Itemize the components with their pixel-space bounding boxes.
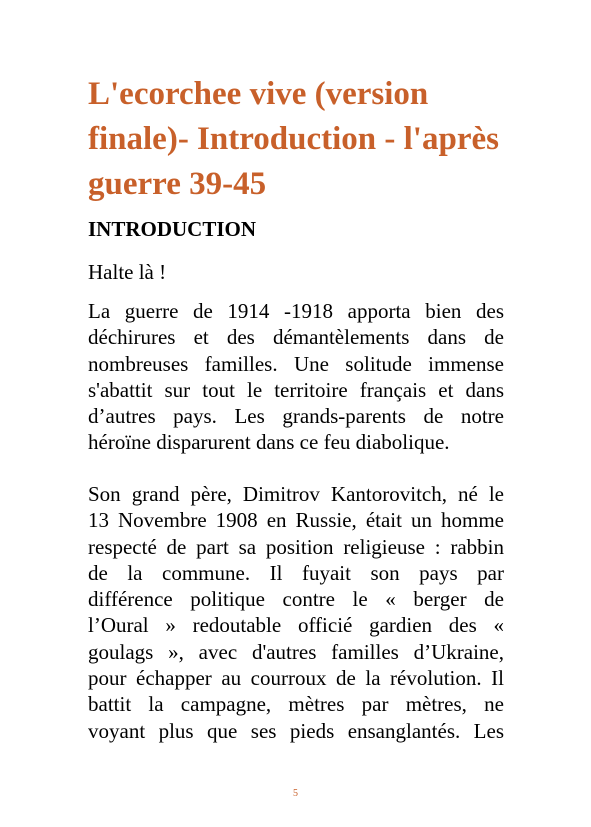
paragraph-2 bbox=[88, 481, 504, 744]
paragraph-line: de la commune. Il fuyait son pays par bbox=[88, 560, 504, 585]
paragraph-line: Son grand père, Dimitrov Kantorovitch, né le bbox=[88, 482, 504, 506]
paragraph-line: goulags », avec d'autres familles d’Ukraine, bbox=[88, 639, 504, 664]
section-heading: INTRODUCTION bbox=[88, 217, 257, 241]
paragraph-line: nombreuses familles. Une solitude immense bbox=[88, 351, 504, 376]
paragraph-line: héroïne disparurent dans ce feu diabolique. bbox=[88, 430, 450, 455]
paragraph-line: l’Oural » redoutable officié gardien des « bbox=[88, 613, 504, 638]
paragraph-line: respecté de part sa position religieuse : rabbin bbox=[88, 534, 504, 559]
paragraph-line: La guerre de 1914 -1918 apporta bien des bbox=[88, 299, 504, 323]
page-number: 5 bbox=[293, 788, 298, 799]
paragraph-line: 13 Novembre 1908 en Russie, était un homme bbox=[88, 508, 504, 533]
document-title: L'ecorchee vive (version finale)- Introduction - l'après guerre 39-45 bbox=[88, 76, 499, 202]
paragraph-line: déchirures et des démantèlements dans de bbox=[88, 325, 504, 350]
opening-line: Halte là ! bbox=[88, 260, 167, 284]
paragraph-line: voyant plus que ses pieds ensanglantés. Les bbox=[88, 718, 504, 743]
paragraph-1 bbox=[88, 298, 504, 456]
paragraph-line: différence politique contre le « berger de bbox=[88, 587, 504, 612]
paragraph-line: s'abattit sur tout le territoire français et dans bbox=[88, 377, 504, 402]
paragraph-line: pour échapper au courroux de la révolution. Il bbox=[88, 666, 504, 691]
paragraph-line: d’autres pays. Les grands-parents de notre bbox=[88, 404, 504, 429]
paragraph-line: battit la campagne, mètres par mètres, ne bbox=[88, 692, 504, 717]
